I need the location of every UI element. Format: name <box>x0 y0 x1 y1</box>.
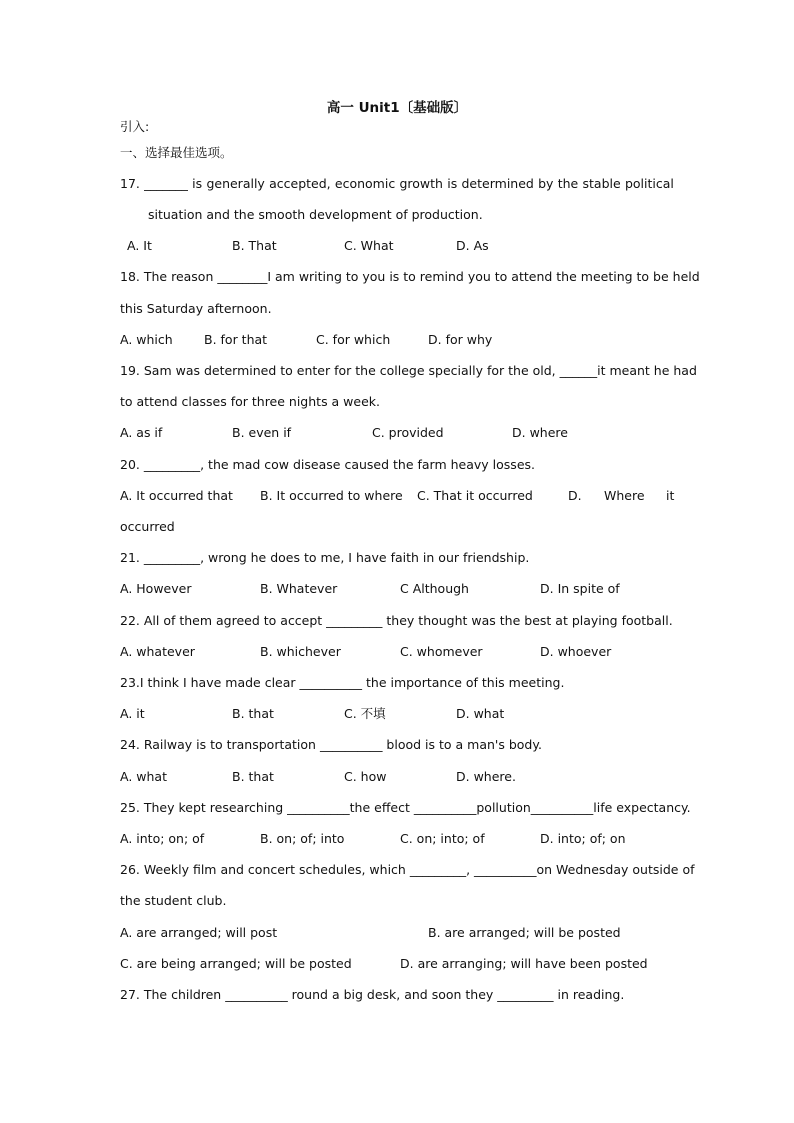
question-17-stem <box>120 176 674 192</box>
question-20-stem: 20. _________, the mad cow disease caused the farm heavy losses. <box>120 457 535 472</box>
q22-option-b: B. whichever <box>260 644 341 659</box>
q17-word: is <box>447 176 458 191</box>
q17-option-a: A. It <box>127 238 152 253</box>
q20-option-d-letter: D. <box>568 488 582 503</box>
q23-option-d: D. what <box>456 706 505 721</box>
q26-option-d: D. are arranging; will have been posted <box>400 956 648 971</box>
q22-option-a: A. whatever <box>120 644 195 659</box>
q19-option-a: A. as if <box>120 425 163 440</box>
q18-option-a: A. which <box>120 332 173 347</box>
q17-word: accepted, <box>269 176 331 191</box>
q22-option-c: C. whomever <box>400 644 483 659</box>
question-18-stem: 18. The reason ________I am writing to you is to remind you to attend the meeting to be held <box>120 269 700 284</box>
q17-option-c: C. What <box>344 238 394 253</box>
q24-option-c: C. how <box>344 769 387 784</box>
q21-option-d: D. In spite of <box>540 581 620 596</box>
q20-option-d-word: it <box>666 488 675 503</box>
question-21-stem: 21. _________, wrong he does to me, I have faith in our friendship. <box>120 550 530 565</box>
question-26-stem: 26. Weekly film and concert schedules, which _________, __________on Wednesday outside of <box>120 862 695 877</box>
q21-option-c: C Although <box>400 581 469 596</box>
question-22-stem: 22. All of them agreed to accept _________ they thought was the best at playing football. <box>120 613 673 628</box>
q17-word: political <box>624 176 674 191</box>
q23-option-c: C. 不填 <box>344 706 386 721</box>
q25-option-c: C. on; into; of <box>400 831 485 846</box>
q20-option-b: B. It occurred to where <box>260 488 403 503</box>
q17-word: determined <box>461 176 534 191</box>
q24-option-b: B. that <box>232 769 274 784</box>
q24-option-a: A. what <box>120 769 167 784</box>
q20-option-d-cont: occurred <box>120 519 175 534</box>
q23-option-a: A. it <box>120 706 145 721</box>
q20-option-d-word: Where <box>604 488 645 503</box>
q19-option-b: B. even if <box>232 425 292 440</box>
q19-option-d: D. where <box>512 425 568 440</box>
intro-label: 引入: <box>120 119 150 134</box>
q25-option-d: D. into; of; on <box>540 831 626 846</box>
question-19-stem: 19. Sam was determined to enter for the college specially for the old, ______it meant he had <box>120 363 697 378</box>
q17-word: generally <box>206 176 265 191</box>
q20-option-a: A. It occurred that <box>120 488 233 503</box>
question-26-stem-cont: the student club. <box>120 893 227 908</box>
q17-blank: _______ <box>144 176 188 191</box>
q21-option-b: B. Whatever <box>260 581 338 596</box>
q26-option-b: B. are arranged; will be posted <box>428 925 621 940</box>
q17-option-b: B. That <box>232 238 277 253</box>
q24-option-d: D. where. <box>456 769 516 784</box>
q18-option-c: C. for which <box>316 332 391 347</box>
q17-word: by <box>538 176 554 191</box>
q17-word: economic <box>334 176 396 191</box>
question-24-stem: 24. Railway is to transportation __________ blood is to a man's body. <box>120 737 542 752</box>
q26-option-c: C. are being arranged; will be posted <box>120 956 352 971</box>
question-25-stem: 25. They kept researching __________the effect __________pollution__________life expectancy. <box>120 800 691 815</box>
q26-option-a: A. are arranged; will post <box>120 925 278 940</box>
q25-option-b: B. on; of; into <box>260 831 345 846</box>
question-18-stem-cont: this Saturday afternoon. <box>120 301 272 316</box>
q17-word: 17. <box>120 176 140 191</box>
q21-option-a: A. However <box>120 581 192 596</box>
q17-word: the <box>557 176 579 191</box>
q17-word: growth <box>399 176 443 191</box>
q18-option-d: D. for why <box>428 332 493 347</box>
q20-option-c: C. That it occurred <box>417 488 533 503</box>
q23-option-b: B. that <box>232 706 274 721</box>
section-heading: 一、选择最佳选项。 <box>120 145 233 160</box>
q17-word: stable <box>582 176 621 191</box>
q25-option-a: A. into; on; of <box>120 831 205 846</box>
question-19-stem-cont: to attend classes for three nights a week. <box>120 394 381 409</box>
page-title: 高一 Unit1〔基础版〕 <box>326 100 468 116</box>
q19-option-c: C. provided <box>372 425 444 440</box>
q22-option-d: D. whoever <box>540 644 612 659</box>
question-27-stem: 27. The children __________ round a big desk, and soon they _________ in reading. <box>120 987 625 1002</box>
q18-option-b: B. for that <box>204 332 268 347</box>
question-23-stem: 23.I think I have made clear __________ the importance of this meeting. <box>120 675 565 690</box>
q17-word: is <box>192 176 203 191</box>
q17-option-d: D. As <box>456 238 489 253</box>
question-17-stem-cont: situation and the smooth development of production. <box>148 207 483 222</box>
